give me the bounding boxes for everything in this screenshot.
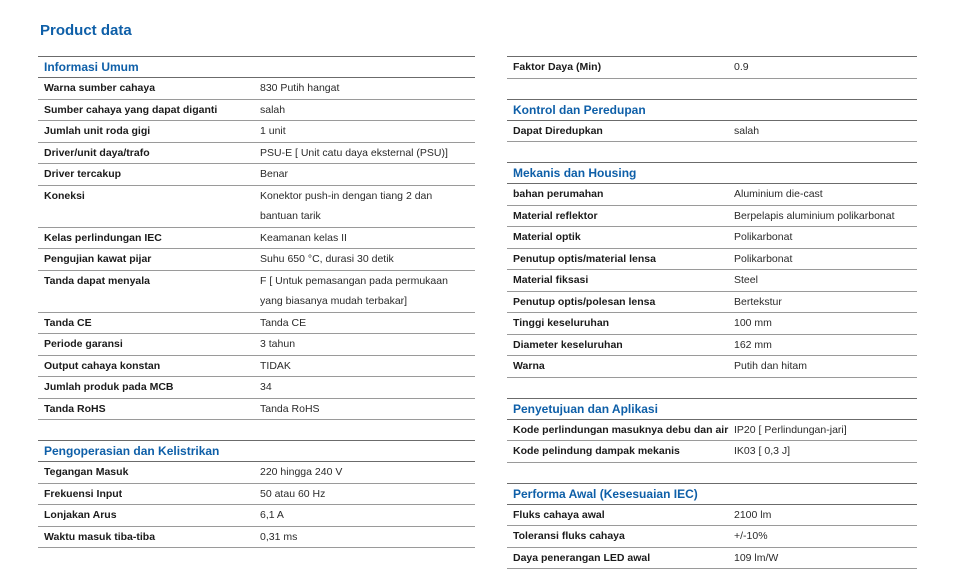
spec-value: PSU-E [ Unit catu daya eksternal (PSU)] [260, 146, 448, 159]
spec-value: Putih dan hitam [734, 360, 807, 372]
spec-label: Waktu masuk tiba-tiba [44, 530, 156, 543]
spec-label: Frekuensi Input [44, 487, 123, 500]
spec-row [507, 548, 917, 570]
spec-row [38, 313, 475, 335]
section-mekanis-dan-housing [507, 162, 917, 378]
spec-label: Tanda dapat menyala [44, 274, 151, 287]
spec-label: Penutup optis/material lensa [513, 252, 656, 265]
spec-label: Driver/unit daya/trafo [44, 146, 150, 159]
spec-label: Daya penerangan LED awal [513, 551, 651, 564]
spec-label: Jumlah produk pada MCB [44, 381, 174, 393]
spec-value: TIDAK [260, 359, 291, 372]
spec-label: Koneksi [44, 189, 85, 202]
spec-row [38, 164, 475, 186]
spec-label: Pengujian kawat pijar [44, 253, 152, 265]
section-kontrol-dan-peredupan [507, 99, 917, 143]
spec-label: Periode garansi [44, 338, 123, 350]
spec-value: 162 mm [734, 338, 772, 351]
spec-value: Berpelapis aluminium polikarbonat [734, 209, 895, 222]
spec-value: 3 tahun [260, 338, 296, 350]
spec-row [38, 377, 475, 399]
spec-row [507, 505, 917, 527]
spec-row [38, 100, 475, 122]
spec-value: 1 unit [260, 125, 286, 137]
spec-label: Warna sumber cahaya [44, 82, 156, 94]
spec-value: Tanda CE [260, 316, 307, 329]
section-heading: Kontrol dan Peredupan [507, 100, 917, 121]
spec-value: 220 hingga 240 V [260, 466, 343, 478]
spec-value: IK03 [ 0,3 J] [734, 445, 791, 457]
spec-label: Jumlah unit roda gigi [44, 125, 151, 137]
spec-row [507, 121, 917, 143]
spec-label: Material optik [513, 231, 581, 243]
spec-row [507, 206, 917, 228]
spec-row [38, 399, 475, 421]
spec-value: Polikarbonat [734, 252, 793, 265]
spec-row [507, 356, 917, 378]
spec-label: Output cahaya konstan [44, 359, 161, 372]
spec-row [507, 249, 917, 271]
spec-row [38, 271, 475, 313]
spec-label: Dapat Diredupkan [513, 124, 603, 137]
spec-value: 2100 lm [734, 508, 772, 521]
spec-label: Sumber cahaya yang dapat diganti [44, 103, 218, 116]
spec-value: 6,1 A [260, 509, 284, 521]
spec-row [38, 143, 475, 165]
spec-value: Aluminium die-cast [734, 188, 823, 200]
spec-label: Fluks cahaya awal [513, 508, 605, 521]
section-heading: Mekanis dan Housing [507, 163, 917, 184]
spec-label: Material fiksasi [513, 274, 589, 286]
spec-row [507, 227, 917, 249]
spec-row [38, 484, 475, 506]
spec-row [38, 121, 475, 143]
section-heading: Penyetujuan dan Aplikasi [507, 399, 917, 420]
spec-row [38, 462, 475, 484]
spec-row [507, 313, 917, 335]
spec-row [507, 292, 917, 314]
spec-row [507, 270, 917, 292]
spec-row [38, 186, 475, 228]
spec-row [507, 526, 917, 548]
spec-label: Tanda RoHS [44, 402, 106, 415]
spec-value: 109 lm/W [734, 551, 779, 564]
section-informasi-umum [38, 56, 475, 420]
spec-value: salah [260, 103, 286, 116]
spec-value: 0,31 ms [260, 530, 298, 543]
page-title: Product data [40, 22, 132, 39]
spec-value: Konektor push-in dengan tiang 2 dan bantuan tarik [260, 189, 433, 222]
spec-value: 50 atau 60 Hz [260, 487, 326, 500]
spec-value: Polikarbonat [734, 231, 793, 243]
spec-value: Bertekstur [734, 295, 782, 308]
spec-value: IP20 [ Perlindungan-jari] [734, 423, 847, 436]
spec-value: Tanda RoHS [260, 402, 320, 415]
section-heading: Informasi Umum [38, 57, 475, 78]
spec-label: Kode pelindung dampak mekanis [513, 445, 680, 457]
spec-label: Driver tercakup [44, 168, 122, 180]
spec-value: 830 Putih hangat [260, 82, 340, 94]
spec-row [38, 527, 475, 549]
spec-label: Kelas perlindungan IEC [44, 231, 162, 244]
left-column [38, 56, 475, 548]
spec-row [507, 335, 917, 357]
spec-label: Faktor Daya (Min) [513, 61, 602, 73]
spec-row [38, 505, 475, 527]
spec-value: 100 mm [734, 317, 772, 329]
spec-value: Benar [260, 168, 289, 180]
spec-value: Steel [734, 274, 758, 286]
spec-label: Toleransi fluks cahaya [513, 530, 625, 542]
spec-value: 0.9 [734, 61, 749, 73]
spec-label: bahan perumahan [513, 188, 604, 200]
spec-row [38, 78, 475, 100]
spec-value: +/-10% [734, 530, 768, 542]
spec-value: 34 [260, 381, 272, 393]
spec-label: Penutup optis/polesan lensa [513, 295, 656, 308]
section-pengoperasian-dan-kelistrikan [38, 440, 475, 548]
spec-value: Suhu 650 °C, durasi 30 detik [260, 253, 394, 265]
spec-row [507, 441, 917, 463]
spec-label: Kode perlindungan masuknya debu dan air [513, 423, 729, 436]
right-column [507, 56, 917, 569]
spec-row [38, 356, 475, 378]
section-heading: Performa Awal (Kesesuaian IEC) [507, 484, 917, 505]
spec-value: Keamanan kelas II [260, 231, 347, 244]
spec-label: Tinggi keseluruhan [513, 317, 610, 329]
spec-row [38, 334, 475, 356]
spec-row [507, 184, 917, 206]
spec-row [38, 228, 475, 250]
spec-label: Lonjakan Arus [44, 509, 117, 521]
section-penyetujuan-dan-aplikasi [507, 398, 917, 463]
spec-row [507, 420, 917, 442]
spec-label: Tegangan Masuk [44, 466, 129, 478]
section-performa-awal-kesesuaian-iec [507, 483, 917, 570]
spec-value: salah [734, 124, 760, 137]
spec-label: Diameter keseluruhan [513, 338, 623, 351]
spec-value: F [ Untuk pemasangan pada permukaan yang biasanya mudah terbakar] [260, 274, 448, 307]
spec-row [38, 249, 475, 271]
spec-label: Material reflektor [513, 209, 598, 222]
section-right-0 [507, 56, 917, 79]
spec-label: Warna [513, 360, 545, 372]
spec-row [507, 57, 917, 79]
section-heading: Pengoperasian dan Kelistrikan [38, 441, 475, 462]
spec-label: Tanda CE [44, 316, 92, 329]
